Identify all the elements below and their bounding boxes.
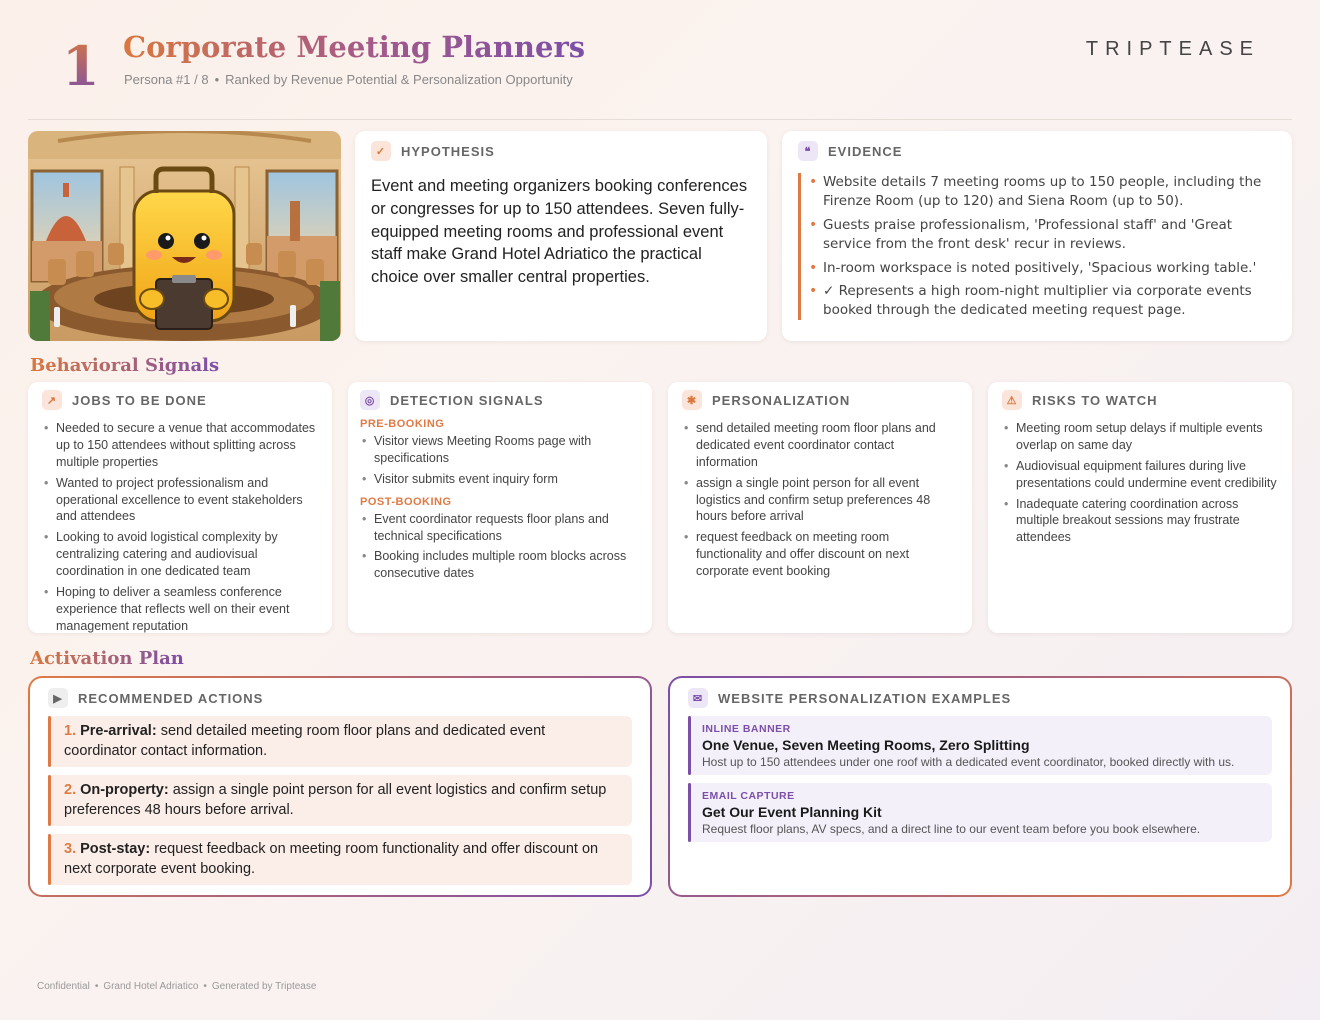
activation-plan-title: Activation Plan bbox=[30, 648, 184, 669]
ranking-text: Ranked by Revenue Potential & Personalization Opportunity bbox=[225, 72, 573, 87]
example-type: INLINE BANNER bbox=[702, 723, 791, 735]
example-inline-banner bbox=[688, 716, 1272, 775]
example-headline: Get Our Event Planning Kit bbox=[702, 804, 882, 820]
example-email-capture bbox=[688, 783, 1272, 842]
action-phase: Post-stay: bbox=[80, 841, 151, 858]
footer-confidential: Confidential bbox=[37, 981, 90, 992]
post-booking-label: POST-BOOKING bbox=[360, 495, 452, 508]
envelope-icon: ✉ bbox=[688, 688, 708, 708]
radar-icon: ◎ bbox=[360, 390, 380, 410]
list-item: • Meeting room setup delays if multiple events overlap on same day bbox=[1002, 420, 1278, 454]
list-item: • Event coordinator requests floor plans and technical specifications bbox=[360, 511, 640, 545]
page-title: Corporate Meeting Planners bbox=[123, 30, 586, 64]
page-header bbox=[28, 28, 1292, 120]
jobs-to-be-done-card bbox=[28, 382, 332, 633]
persona-rank: 1 bbox=[62, 34, 100, 98]
persona-illustration bbox=[28, 131, 341, 341]
recommended-actions-card bbox=[28, 676, 652, 897]
post-booking-list bbox=[360, 511, 640, 583]
list-item: • Inadequate catering coordination across multiple breakout sessions may frustrate attendees bbox=[1002, 496, 1278, 547]
evidence-item: • Website details 7 meeting rooms up to 150 people, including the Firenze Room (up to 120) and Siena Room (up to 50). bbox=[823, 173, 1276, 211]
list-item: • Visitor views Meeting Rooms page with specifications bbox=[360, 433, 640, 467]
page-footer: Confidential • Grand Hotel Adriatico • Generated by Triptease bbox=[37, 981, 317, 992]
footer-hotel: Grand Hotel Adriatico bbox=[103, 981, 199, 992]
play-icon: ▶ bbox=[48, 688, 68, 708]
risks-card bbox=[988, 382, 1292, 633]
warning-icon: ⚠ bbox=[1002, 390, 1022, 410]
action-number: 1. bbox=[64, 723, 77, 739]
action-phase: Pre-arrival: bbox=[80, 723, 157, 739]
jobs-list bbox=[42, 420, 318, 635]
behavioral-signals-title: Behavioral Signals bbox=[30, 355, 220, 376]
example-body: Host up to 150 attendees under one roof with a dedicated event coordinator, booked directly with us. bbox=[702, 755, 1235, 769]
meeting-room-illustration bbox=[28, 131, 341, 341]
arrow-icon: ↗ bbox=[42, 390, 62, 410]
evidence-item: • Guests praise professionalism, 'Professional staff' and 'Great service from the front desk' recur in reviews. bbox=[823, 216, 1276, 254]
list-item: • send detailed meeting room floor plans and dedicated event coordinator contact information bbox=[682, 420, 958, 471]
example-type: EMAIL CAPTURE bbox=[702, 790, 795, 802]
actions-label: RECOMMENDED ACTIONS bbox=[78, 690, 264, 706]
list-item: • Audiovisual equipment failures during live presentations could undermine event credibility bbox=[1002, 458, 1278, 492]
evidence-item: • In-room workspace is noted positively, 'Spacious working table.' bbox=[823, 259, 1276, 278]
action-number: 2. bbox=[64, 782, 77, 799]
hypothesis-label: HYPOTHESIS bbox=[401, 143, 495, 159]
example-headline: One Venue, Seven Meeting Rooms, Zero Splitting bbox=[702, 737, 1030, 753]
risks-label: RISKS TO WATCH bbox=[1032, 392, 1158, 408]
list-item: • Wanted to project professionalism and operational excellence to event stakeholders and attendees bbox=[42, 475, 318, 526]
action-phase: On-property: bbox=[80, 782, 169, 799]
detection-signals-card bbox=[348, 382, 652, 633]
list-item: • Needed to secure a venue that accommodates up to 150 attendees without splitting across multiple properties bbox=[42, 420, 318, 471]
personalization-list bbox=[682, 420, 958, 580]
example-body: Request floor plans, AV specs, and a direct line to our event team before you book elsewhere. bbox=[702, 822, 1201, 836]
action-item bbox=[48, 716, 632, 767]
hypothesis-card bbox=[355, 131, 767, 341]
jobs-label: JOBS TO BE DONE bbox=[72, 392, 207, 408]
list-item: • Looking to avoid logistical complexity by centralizing catering and audiovisual coordination in one dedicated team bbox=[42, 529, 318, 580]
persona-count: Persona #1 / 8 bbox=[124, 72, 209, 87]
brand-logo: TRIPTEASE bbox=[1085, 38, 1260, 60]
risks-list bbox=[1002, 420, 1278, 546]
evidence-item: • ✓ Represents a high room-night multiplier via corporate events booked through the dedicated meeting request page. bbox=[823, 282, 1276, 320]
evidence-list bbox=[798, 173, 1276, 320]
evidence-card bbox=[782, 131, 1292, 341]
evidence-label: EVIDENCE bbox=[828, 143, 903, 159]
quote-icon: ❝ bbox=[798, 141, 818, 161]
sparkle-icon: ✱ bbox=[682, 390, 702, 410]
action-text: request feedback on meeting room functionality and offer discount on next corporate event booking. bbox=[64, 841, 599, 877]
footer-generated: Generated by Triptease bbox=[211, 981, 317, 992]
list-item: • Hoping to deliver a seamless conference experience that reflects well on their event management reputation bbox=[42, 584, 318, 635]
page-subtitle: Persona #1 / 8 • Ranked by Revenue Potential & Personalization Opportunity bbox=[124, 72, 573, 87]
website-personalization-card bbox=[668, 676, 1292, 897]
examples-label: WEBSITE PERSONALIZATION EXAMPLES bbox=[718, 690, 1012, 706]
personalization-card bbox=[668, 382, 972, 633]
pre-booking-label: PRE-BOOKING bbox=[360, 418, 445, 430]
action-text: send detailed meeting room floor plans and dedicated event coordinator contact information. bbox=[64, 723, 546, 759]
detection-label: DETECTION SIGNALS bbox=[390, 392, 544, 408]
hypothesis-text: Event and meeting organizers booking conferences or congresses for up to 150 attendees. Seven fully-equipped meeting rooms and professional event staff make Grand Hotel Adriatico the practical choice over smaller central properties. bbox=[371, 177, 748, 287]
personalization-label: PERSONALIZATION bbox=[712, 392, 851, 408]
list-item: • Booking includes multiple room blocks across consecutive dates bbox=[360, 548, 640, 582]
action-item bbox=[48, 775, 632, 826]
action-text: assign a single point person for all event logistics and confirm setup preferences 48 hours before arrival. bbox=[64, 782, 607, 818]
list-item: • Visitor submits event inquiry form bbox=[360, 471, 640, 488]
action-item bbox=[48, 834, 632, 885]
list-item: • assign a single point person for all event logistics and confirm setup preferences 48 hours before arrival bbox=[682, 475, 958, 526]
check-icon: ✓ bbox=[371, 141, 391, 161]
action-number: 3. bbox=[64, 841, 77, 858]
pre-booking-list bbox=[360, 433, 640, 488]
list-item: • request feedback on meeting room functionality and offer discount on next corporate event booking bbox=[682, 529, 958, 580]
